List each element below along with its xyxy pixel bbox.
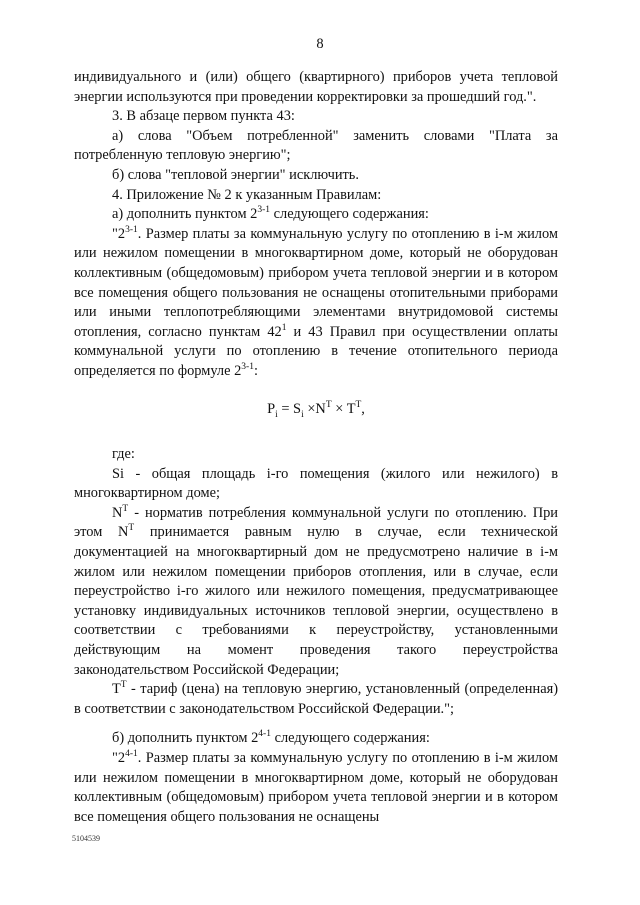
paragraph-continuation: индивидуального и (или) общего (квартирного) приборов учета тепловой энергии используются при проведении корректировки за прошедший год.". — [74, 69, 558, 105]
paragraph-item-3b: б) слова "тепловой энергии" исключить. — [112, 166, 359, 183]
definition-nt: $N^T$ - норматив потребления коммунальной услуги по отоплению. При этом $N^T$ принимается равным нулю в случае, если технической документацией на многоквартирный дом не предусмотрено наличие в i-м жилом или нежилом помещении приборов отопления, или в случае, если переустройство i-го жилого или нежилого помещения, предусматривающее установку индивидуальных источников тепловой энергии, осуществлено в соответствии с требованиями к переустройству, установленными действующим на момент проведения такого переустройства законодательством Российской Федерации; — [74, 504, 558, 678]
document-code: 5104539 — [72, 834, 100, 843]
paragraph-clause-2-3-1: "2$^{3-1}$. Размер платы за коммунальную услугу по отоплению в i-м жилом или нежилом помещении в многоквартирном доме, который не оборудован коллективным (общедомовым) прибором учета тепловой энергии и в котором все помещения общего пользования не оснащены отопительными приборами или иными теплопотребляющими элементами внутридомовой системы отопления, согласно пунктам $42^1$ и 43 Правил при осуществлении оплаты коммунальной услуги по отоплению в течение отопительного периода определяется по формуле 2$^{3-1}$: — [74, 224, 558, 379]
paragraph-where: где: — [112, 446, 135, 463]
formula: $P_i = S_i \times N^T \times T^T$, — [267, 399, 365, 420]
paragraph-item-4b: б) дополнить пунктом 2$^{4-1}$ следующего содержания: — [112, 729, 430, 747]
document-body — [74, 68, 558, 827]
paragraph-item-4a: а) дополнить пунктом 2$^{3-1}$ следующего содержания: — [112, 205, 429, 223]
paragraph-item-3a: а) слова "Объем потребленной" заменить словами "Плата за потребленную тепловую энергию"; — [74, 127, 558, 164]
page-number: 8 — [316, 36, 324, 52]
definition-tt: $T^T$ - тариф (цена) на тепловую энергию, установленный (определенная) в соответствии с законодательством Российской Федерации."; — [74, 680, 558, 717]
paragraph-item-3: 3. В абзаце первом пункта 43: — [112, 108, 295, 125]
definition-si: Si - общая площадь i-го помещения (жилого или нежилого) в многоквартирном доме; — [74, 465, 558, 502]
paragraph-item-4: 4. Приложение № 2 к указанным Правилам: — [112, 186, 382, 203]
paragraph-clause-2-4-1: "2$^{4-1}$. Размер платы за коммунальную услугу по отоплению в i-м жилом или нежилом помещении в многоквартирном доме, который не оборудован коллективным (общедомовым) прибором учета тепловой энергии и в котором все помещения общего пользования не оснащены — [74, 749, 558, 825]
